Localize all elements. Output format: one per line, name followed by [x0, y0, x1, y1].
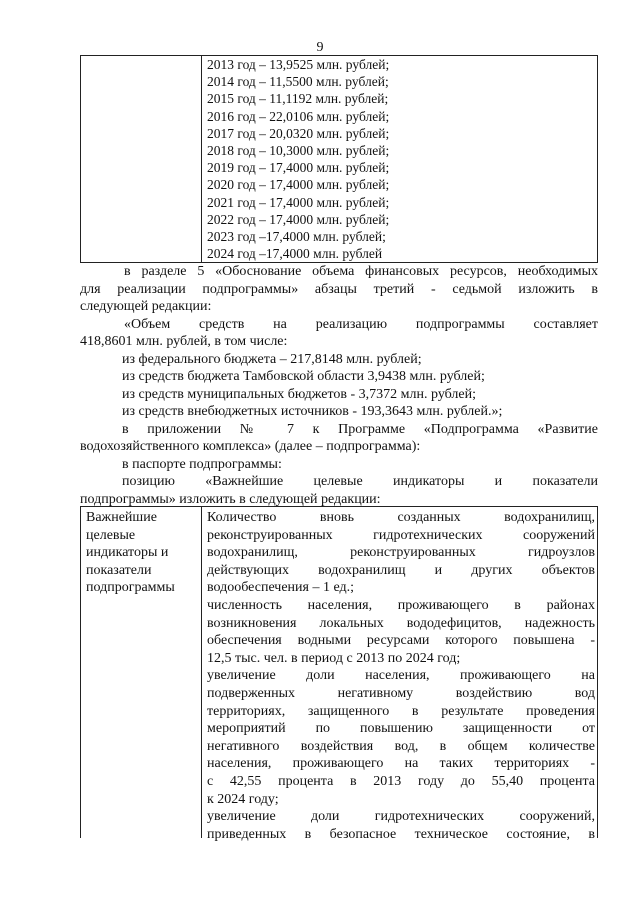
- indicator-text-line: обеспечения водными ресурсами которого повышена -: [207, 633, 595, 649]
- paragraph-line: следующей редакции:: [80, 299, 212, 314]
- indicator-text-line: территориях, защищенного в результате проведения: [207, 703, 595, 719]
- funding-year-line: 2019 год – 17,4000 млн. рублей;: [207, 160, 390, 176]
- funding-years-list: [207, 56, 389, 262]
- funding-year-line: 2014 год – 11,5500 млн. рублей;: [207, 74, 389, 90]
- indicator-text-line: численность населения, проживающего в районах: [207, 597, 595, 613]
- paragraph-line: для реализации подпрограммы» абзацы третий - седьмой изложить в: [80, 281, 598, 297]
- funding-year-line: 2016 год – 22,0106 млн. рублей;: [207, 108, 390, 124]
- indicator-text-line: населения, проживающего на таких территориях -: [207, 756, 595, 772]
- paragraph-line: в паспорте подпрограммы:: [122, 456, 282, 472]
- indicator-text-line: реконструированных гидротехнических сооружений: [207, 527, 595, 543]
- indicator-text-line: Количество вновь созданных водохранилищ,: [207, 510, 595, 525]
- indicator-text-line: с 42,55 процента в 2013 году до 55,40 процента: [207, 773, 595, 789]
- paragraph-line: из федерального бюджета – 217,8148 млн. рублей;: [122, 351, 422, 367]
- table-divider: [201, 56, 202, 262]
- page-number: 9: [316, 40, 324, 55]
- indicator-text-line: возникновения локальных вододефицитов, надежность: [207, 615, 595, 631]
- header-cell-line: индикаторы и: [86, 545, 169, 561]
- document-body: [80, 263, 598, 508]
- header-cell-line: целевые: [86, 527, 136, 543]
- indicator-text-line: увеличение доли гидротехнических сооружений,: [207, 809, 595, 825]
- indicator-text-line: действующих водохранилищ и других объектов: [207, 562, 595, 578]
- indicator-text-line: приведенных в безопасное техническое состояние, в: [207, 826, 595, 842]
- paragraph-line: из средств муниципальных бюджетов - 3,7372 млн. рублей;: [122, 386, 476, 402]
- funding-year-line: 2020 год – 17,4000 млн. рублей;: [207, 177, 390, 193]
- indicator-text-line: 12,5 тыс. чел. в период с 2013 по 2024 год;: [207, 650, 461, 666]
- funding-year-line: 2018 год – 10,3000 млн. рублей;: [207, 142, 390, 158]
- paragraph-line: позицию «Важнейшие целевые индикаторы и показатели: [122, 474, 598, 489]
- funding-year-line: 2021 год – 17,4000 млн. рублей;: [207, 194, 390, 210]
- paragraph-line: в разделе 5 «Обоснование объема финансовых ресурсов, необходимых: [124, 264, 598, 279]
- indicator-text-line: водообеспечения – 1 ед.;: [207, 580, 355, 596]
- funding-year-line: 2024 год –17,4000 млн. рублей: [207, 246, 383, 262]
- indicators-table: [80, 506, 598, 842]
- paragraph-line: подпрограммы» изложить в следующей редакции:: [80, 491, 381, 507]
- funding-year-line: 2013 год – 13,9525 млн. рублей;: [207, 57, 390, 72]
- indicator-text-line: негативного воздействия вод, в общем количестве: [207, 738, 595, 754]
- paragraph-line: в приложении № 7 к Программе «Подпрограмма «Развитие: [122, 421, 598, 437]
- header-cell-line: показатели: [86, 562, 152, 578]
- indicators-table-content-cell: [207, 509, 595, 843]
- indicators-table-header-cell: [86, 509, 196, 597]
- header-cell-line: подпрограммы: [86, 580, 175, 596]
- paragraph-line: 418,8601 млн. рублей, в том числе:: [80, 334, 288, 349]
- table-divider: [201, 507, 202, 838]
- paragraph-line: из средств внебюджетных источников - 193,3643 млн. рублей.»;: [122, 404, 503, 419]
- paragraph-line: «Объем средств на реализацию подпрограммы составляет: [124, 316, 598, 332]
- paragraph-line: из средств бюджета Тамбовской области 3,9438 млн. рублей;: [122, 369, 485, 384]
- indicator-text-line: подверженных негативному воздействию вод: [207, 685, 595, 701]
- funding-year-line: 2023 год –17,4000 млн. рублей;: [207, 228, 386, 244]
- funding-year-line: 2022 год – 17,4000 млн. рублей;: [207, 211, 390, 227]
- header-cell-line: Важнейшие: [86, 510, 157, 525]
- indicator-text-line: увеличение доли населения, проживающего на: [207, 668, 595, 684]
- funding-year-line: 2017 год – 20,0320 млн. рублей;: [207, 125, 390, 141]
- funding-table: [80, 55, 598, 263]
- paragraph-line: водохозяйственного комплекса» (далее – подпрограмма):: [80, 439, 421, 454]
- indicator-text-line: к 2024 году;: [207, 791, 279, 807]
- indicator-text-line: мероприятий по повышению защищенности от: [207, 721, 595, 737]
- funding-year-line: 2015 год – 11,1192 млн. рублей;: [207, 91, 389, 107]
- indicator-text-line: водохранилищ, реконструированных гидроузлов: [207, 545, 595, 561]
